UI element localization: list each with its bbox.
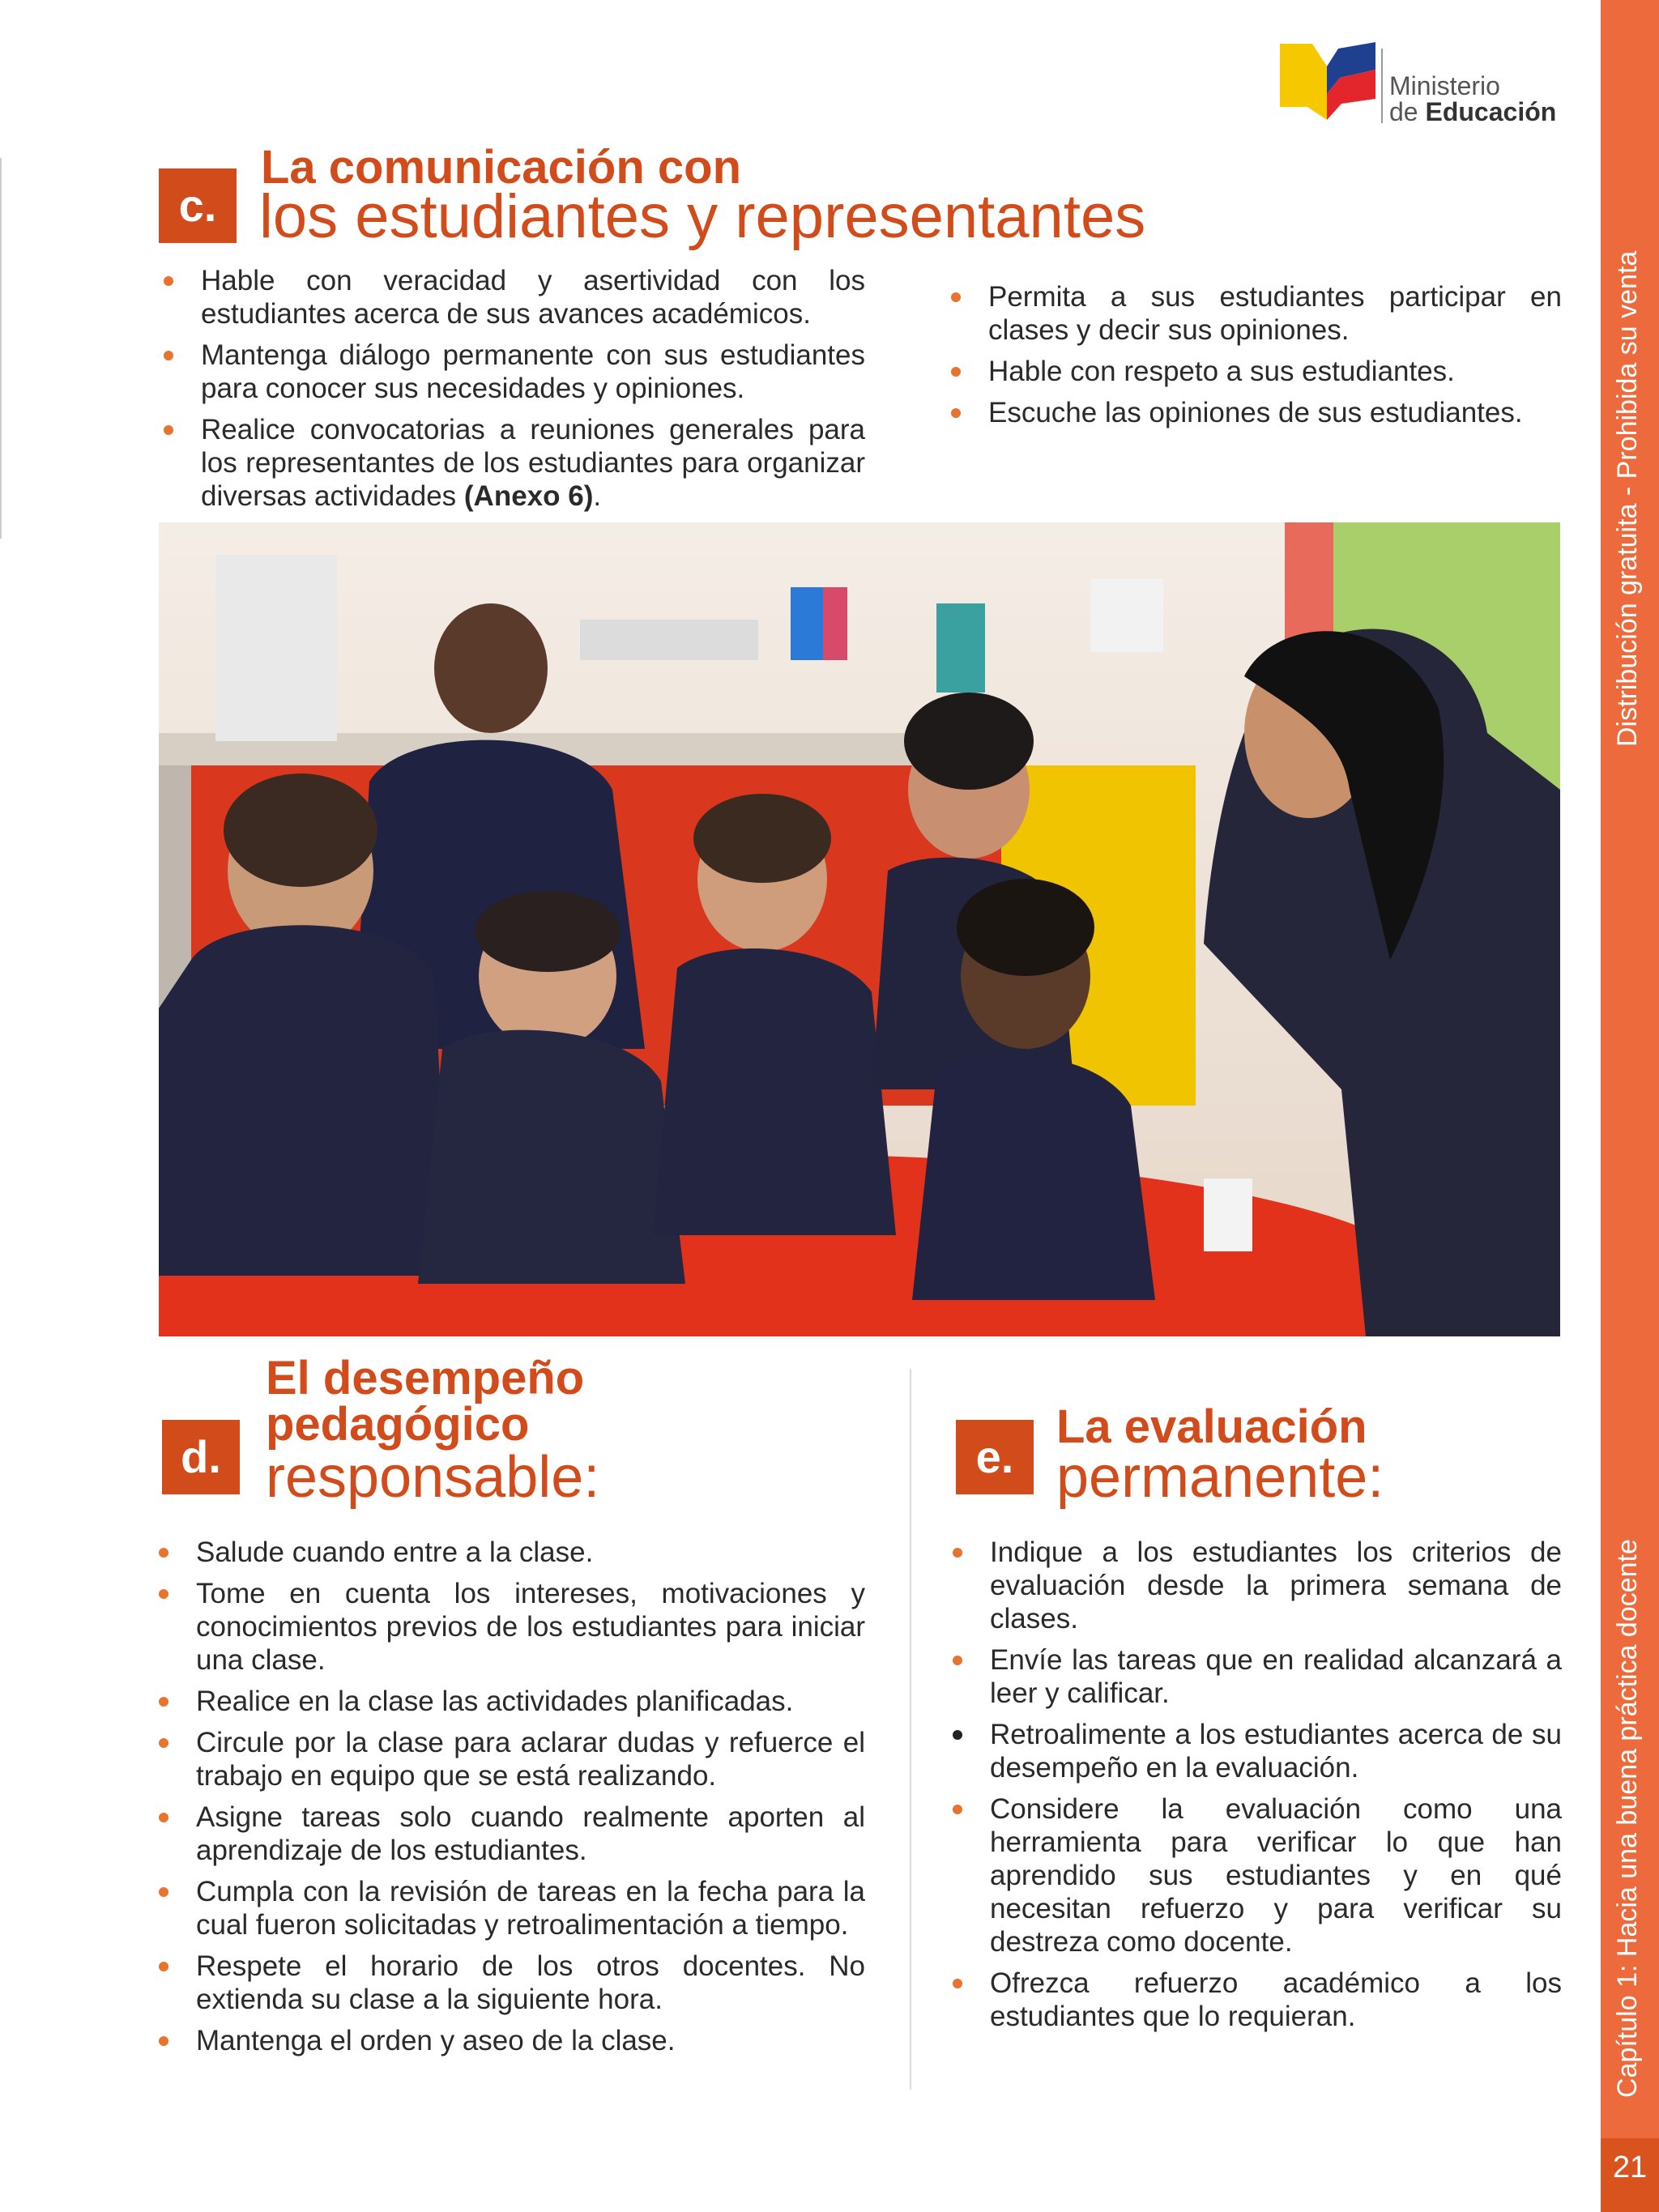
section-d-title-bold-1: El desempeño: [266, 1352, 585, 1404]
section-e-letter: e.: [956, 1420, 1034, 1494]
list-item: Realice en la clase las actividades planificadas.: [154, 1685, 865, 1718]
section-d-title-thin: responsable:: [266, 1445, 600, 1510]
list-item: Salude cuando entre a la clase.: [154, 1536, 865, 1569]
page-number: 21: [1612, 2150, 1648, 2184]
section-c-right-list: [946, 280, 1562, 437]
list-item: Ofrezca refuerzo académico a los estudiantes que lo requieran.: [948, 1967, 1562, 2033]
section-c-title-thin: los estudiantes y representantes: [259, 182, 1146, 251]
list-item: Tome en cuenta los intereses, motivaciones y conocimientos previos de los estudiantes para iniciar una clase.: [154, 1577, 865, 1677]
column-divider: [910, 1369, 911, 2090]
list-item: Mantenga el orden y aseo de la clase.: [154, 2024, 865, 2057]
list-item: Realice convocatorias a reuniones generales para los representantes de los estudiantes para organizar diversas actividades (Anexo 6).: [159, 413, 865, 513]
list-item: Indique a los estudiantes los criterios de evaluación desde la primera semana de clases.: [948, 1536, 1562, 1635]
list-item: Asigne tareas solo cuando realmente aporten al aprendizaje de los estudiantes.: [154, 1801, 865, 1867]
distribution-notice: Distribución gratuita - Prohibida su venta: [1612, 250, 1643, 747]
section-e-list: [948, 1536, 1562, 2041]
list-item: Permita a sus estudiantes participar en clases y decir sus opiniones.: [946, 280, 1562, 347]
ministerio-logo-icon: [1280, 42, 1375, 120]
classroom-photo: [159, 522, 1560, 1336]
section-d-letter: d.: [162, 1420, 240, 1494]
section-e-title-bold: La evaluación: [1056, 1400, 1367, 1453]
section-c-title-bold: La comunicación con: [261, 141, 741, 194]
list-item: Hable con veracidad y asertividad con los estudiantes acerca de sus avances académicos.: [159, 264, 865, 330]
section-d-title-bold-2: pedagógico: [266, 1398, 530, 1451]
list-item: Respete el horario de los otros docentes. No extienda su clase a la siguiente hora.: [154, 1950, 865, 2016]
list-item: Hable con respeto a sus estudiantes.: [946, 355, 1562, 388]
list-item: Circule por la clase para aclarar dudas y refuerce el trabajo en equipo que se está realizando.: [154, 1726, 865, 1792]
section-e-title-thin: permanente:: [1056, 1445, 1384, 1510]
list-item: Cumpla con la revisión de tareas en la fecha para la cual fueron solicitadas y retroalimentación a tiempo.: [154, 1875, 865, 1941]
logo-educacion-text: de Educación: [1389, 97, 1557, 126]
logo-ministerio-text: Ministerio: [1389, 71, 1500, 100]
list-item: Mantenga diálogo permanente con sus estudiantes para conocer sus necesidades y opiniones.: [159, 339, 865, 405]
chapter-title: Capítulo 1: Hacia una buena práctica docente: [1612, 1539, 1643, 2098]
list-item: Considere la evaluación como una herramienta para verificar lo que han aprendido sus estudiantes y en qué necesitan refuerzo y para verificar su destreza como docente.: [948, 1792, 1562, 1958]
classroom-photo-image: [159, 522, 1560, 1336]
list-item: Retroalimente a los estudiantes acerca de su desempeño en la evaluación.: [948, 1718, 1562, 1784]
section-d-list: [154, 1536, 865, 2065]
logo-divider: [1381, 49, 1383, 123]
page-edge-line: [0, 158, 2, 539]
list-item: Escuche las opiniones de sus estudiantes.: [946, 396, 1562, 429]
list-item: Envíe las tareas que en realidad alcanzará a leer y calificar.: [948, 1643, 1562, 1710]
section-c-letter: c.: [159, 168, 237, 243]
section-c-left-list: [159, 264, 865, 521]
